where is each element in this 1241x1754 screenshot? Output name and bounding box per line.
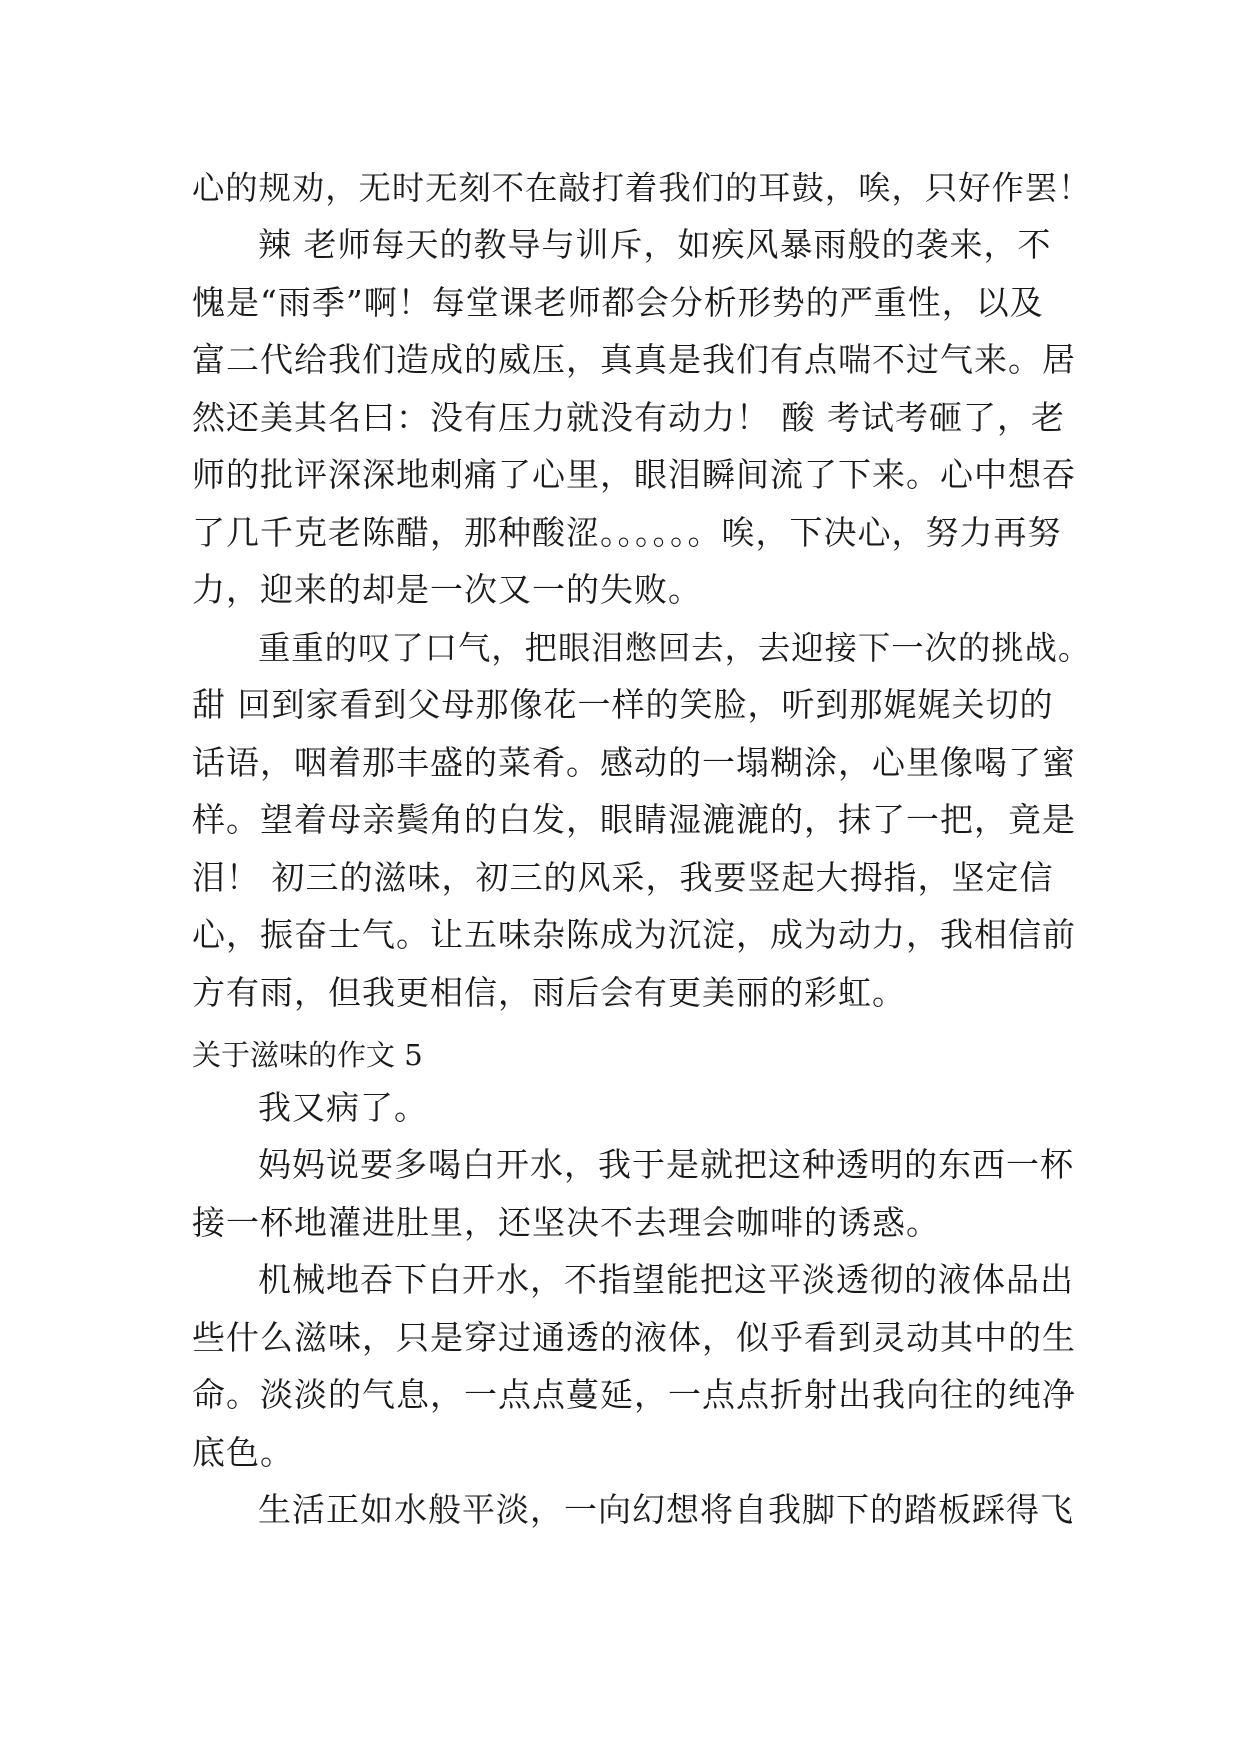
text-line: 机械地吞下白开水，不指望能把这平淡透彻的液体品出 [258, 1260, 1074, 1299]
text-line: 心的规劝，无时无刻不在敲打着我们的耳鼓，唉，只好作罢！ [192, 169, 1092, 207]
text-line: 愧是“雨季”啊！每堂课老师都会分析形势的严重性，以及 [192, 283, 1044, 322]
text-line: 然还美其名曰：没有压力就没有动力！ 酸 考试考砸了，老 [192, 398, 1065, 437]
text-line: 力，迎来的却是一次又一的失败。 [192, 570, 702, 609]
text-line: 底色。 [192, 1433, 294, 1472]
text-line: 妈妈说要多喝白开水，我于是就把这种透明的东西一杯 [258, 1145, 1074, 1184]
text-line: 重重的叹了口气，把眼泪憋回去，去迎接下一次的挑战。 [258, 629, 1092, 667]
text-line: 接一杯地灌进肚里，还坚决不去理会咖啡的诱惑。 [192, 1203, 940, 1242]
text-line: 命。淡淡的气息，一点点蔓延，一点点折射出我向往的纯净 [192, 1375, 1076, 1414]
text-line: 样。望着母亲鬓角的白发，眼睛湿漉漉的，抹了一把，竟是 [192, 800, 1076, 839]
text-line: 心，振奋士气。让五味杂陈成为沉淀，成为动力，我相信前 [192, 915, 1076, 954]
section-heading: 关于滋味的作文 5 [192, 1038, 423, 1072]
text-line: 辣 老师每天的教导与训斥，如疾风暴雨般的袭来，不 [258, 225, 1052, 264]
text-line: 些什么滋味，只是穿过通透的液体，似乎看到灵动其中的生 [192, 1318, 1076, 1357]
text-line: 生活正如水般平淡，一向幻想将自我脚下的踏板踩得飞 [258, 1490, 1074, 1529]
text-line: 方有雨，但我更相信，雨后会有更美丽的彩虹。 [192, 973, 906, 1012]
text-line: 师的批评深深地刺痛了心里，眼泪瞬间流了下来。心中想吞 [192, 455, 1076, 494]
text-line: 我又病了。 [258, 1088, 428, 1127]
text-line: 富二代给我们造成的威压，真真是我们有点喘不过气来。居 [192, 340, 1076, 379]
text-line: 话语，咽着那丰盛的菜肴。感动的一塌糊涂，心里像喝了蜜 [192, 743, 1076, 782]
text-line: 了几千克老陈醋，那种酸涩。。。。。。唉，下决心，努力再努 [192, 513, 1062, 552]
text-line: 甜 回到家看到父母那像花一样的笑脸，听到那娓娓关切的 [192, 685, 1054, 724]
text-line: 泪！ 初三的滋味，初三的风采，我要竖起大拇指，坚定信 [192, 858, 1054, 897]
